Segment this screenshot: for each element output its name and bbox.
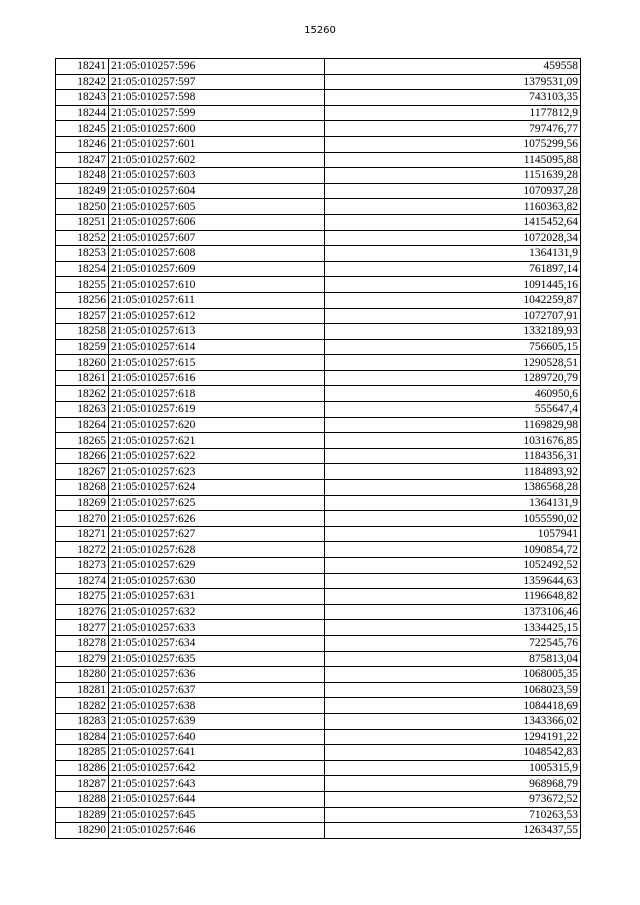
table-row bbox=[56, 136, 581, 152]
table-row bbox=[56, 214, 581, 230]
cadastral-number-cell: 21:05:010257:628 bbox=[109, 542, 325, 558]
cadastral-number-cell: 21:05:010257:639 bbox=[109, 713, 325, 729]
row-number-cell: 18288 bbox=[56, 791, 109, 807]
cadastral-number-cell: 21:05:010257:626 bbox=[109, 511, 325, 527]
cadastral-value-cell: 1068023,59 bbox=[325, 682, 581, 698]
table-row bbox=[56, 511, 581, 527]
cadastral-number-cell: 21:05:010257:646 bbox=[109, 823, 325, 839]
table-row bbox=[56, 745, 581, 761]
cadastral-number-cell: 21:05:010257:614 bbox=[109, 339, 325, 355]
cadastral-value-cell: 1334425,15 bbox=[325, 620, 581, 636]
cadastral-number-cell: 21:05:010257:612 bbox=[109, 308, 325, 324]
cadastral-number-cell: 21:05:010257:634 bbox=[109, 635, 325, 651]
row-number-cell: 18280 bbox=[56, 667, 109, 683]
cadastral-number-cell: 21:05:010257:598 bbox=[109, 90, 325, 106]
table-row bbox=[56, 230, 581, 246]
cadastral-number-cell: 21:05:010257:640 bbox=[109, 729, 325, 745]
row-number-cell: 18283 bbox=[56, 713, 109, 729]
table-row bbox=[56, 59, 581, 75]
cadastral-number-cell: 21:05:010257:632 bbox=[109, 604, 325, 620]
row-number-cell: 18263 bbox=[56, 402, 109, 418]
cadastral-number-cell: 21:05:010257:618 bbox=[109, 386, 325, 402]
cadastral-number-cell: 21:05:010257:604 bbox=[109, 183, 325, 199]
cadastral-value-cell: 761897,14 bbox=[325, 261, 581, 277]
cadastral-value-cell: 743103,35 bbox=[325, 90, 581, 106]
row-number-cell: 18241 bbox=[56, 59, 109, 75]
table-row bbox=[56, 698, 581, 714]
cadastral-value-cell: 1184356,31 bbox=[325, 448, 581, 464]
cadastral-value-cell: 1364131,9 bbox=[325, 246, 581, 262]
cadastral-number-cell: 21:05:010257:622 bbox=[109, 448, 325, 464]
cadastral-value-cell: 968968,79 bbox=[325, 776, 581, 792]
row-number-cell: 18289 bbox=[56, 807, 109, 823]
cadastral-number-cell: 21:05:010257:605 bbox=[109, 199, 325, 215]
cadastral-value-cell: 1415452,64 bbox=[325, 214, 581, 230]
cadastral-value-cell: 1169829,98 bbox=[325, 417, 581, 433]
cadastral-value-cell: 1090854,72 bbox=[325, 542, 581, 558]
table-row bbox=[56, 74, 581, 90]
row-number-cell: 18276 bbox=[56, 604, 109, 620]
row-number-cell: 18277 bbox=[56, 620, 109, 636]
table-row bbox=[56, 355, 581, 371]
cadastral-value-cell: 1343366,02 bbox=[325, 713, 581, 729]
cadastral-value-cell: 460950,6 bbox=[325, 386, 581, 402]
cadastral-value-cell: 1332189,93 bbox=[325, 324, 581, 340]
row-number-cell: 18271 bbox=[56, 526, 109, 542]
cadastral-value-cell: 1294191,22 bbox=[325, 729, 581, 745]
row-number-cell: 18248 bbox=[56, 168, 109, 184]
table-row bbox=[56, 386, 581, 402]
table-row bbox=[56, 199, 581, 215]
cadastral-value-cell: 1359644,63 bbox=[325, 573, 581, 589]
row-number-cell: 18273 bbox=[56, 558, 109, 574]
row-number-cell: 18275 bbox=[56, 589, 109, 605]
cadastral-value-cell: 1177812,9 bbox=[325, 105, 581, 121]
row-number-cell: 18260 bbox=[56, 355, 109, 371]
row-number-cell: 18279 bbox=[56, 651, 109, 667]
row-number-cell: 18266 bbox=[56, 448, 109, 464]
cadastral-number-cell: 21:05:010257:635 bbox=[109, 651, 325, 667]
table-row bbox=[56, 168, 581, 184]
row-number-cell: 18247 bbox=[56, 152, 109, 168]
cadastral-number-cell: 21:05:010257:631 bbox=[109, 589, 325, 605]
table-row bbox=[56, 542, 581, 558]
cadastral-value-cell: 1373106,46 bbox=[325, 604, 581, 620]
table-row bbox=[56, 292, 581, 308]
cadastral-number-cell: 21:05:010257:624 bbox=[109, 480, 325, 496]
row-number-cell: 18278 bbox=[56, 635, 109, 651]
table-row bbox=[56, 729, 581, 745]
table-row bbox=[56, 776, 581, 792]
cadastral-value-cell: 1379531,09 bbox=[325, 74, 581, 90]
cadastral-number-cell: 21:05:010257:643 bbox=[109, 776, 325, 792]
cadastral-value-cell: 555647,4 bbox=[325, 402, 581, 418]
cadastral-number-cell: 21:05:010257:629 bbox=[109, 558, 325, 574]
cadastral-value-cell: 459558 bbox=[325, 59, 581, 75]
cadastral-number-cell: 21:05:010257:610 bbox=[109, 277, 325, 293]
cadastral-number-cell: 21:05:010257:611 bbox=[109, 292, 325, 308]
cadastral-value-cell: 710263,53 bbox=[325, 807, 581, 823]
cadastral-value-cell: 1386568,28 bbox=[325, 480, 581, 496]
row-number-cell: 18287 bbox=[56, 776, 109, 792]
cadastral-value-table bbox=[55, 58, 581, 839]
table-row bbox=[56, 417, 581, 433]
cadastral-value-cell: 1263437,55 bbox=[325, 823, 581, 839]
table-row bbox=[56, 495, 581, 511]
cadastral-number-cell: 21:05:010257:599 bbox=[109, 105, 325, 121]
table-row bbox=[56, 183, 581, 199]
cadastral-value-cell: 1084418,69 bbox=[325, 698, 581, 714]
cadastral-value-cell: 1070937,28 bbox=[325, 183, 581, 199]
row-number-cell: 18264 bbox=[56, 417, 109, 433]
cadastral-number-cell: 21:05:010257:630 bbox=[109, 573, 325, 589]
cadastral-number-cell: 21:05:010257:637 bbox=[109, 682, 325, 698]
table-row bbox=[56, 152, 581, 168]
row-number-cell: 18254 bbox=[56, 261, 109, 277]
cadastral-number-cell: 21:05:010257:625 bbox=[109, 495, 325, 511]
cadastral-number-cell: 21:05:010257:596 bbox=[109, 59, 325, 75]
cadastral-value-cell: 1364131,9 bbox=[325, 495, 581, 511]
table-row bbox=[56, 105, 581, 121]
row-number-cell: 18262 bbox=[56, 386, 109, 402]
row-number-cell: 18285 bbox=[56, 745, 109, 761]
table-row bbox=[56, 651, 581, 667]
cadastral-number-cell: 21:05:010257:616 bbox=[109, 370, 325, 386]
table-row bbox=[56, 682, 581, 698]
cadastral-number-cell: 21:05:010257:613 bbox=[109, 324, 325, 340]
cadastral-value-cell: 1055590,02 bbox=[325, 511, 581, 527]
table-row bbox=[56, 573, 581, 589]
row-number-cell: 18246 bbox=[56, 136, 109, 152]
cadastral-value-cell: 1068005,35 bbox=[325, 667, 581, 683]
table-row bbox=[56, 448, 581, 464]
table-row bbox=[56, 620, 581, 636]
row-number-cell: 18281 bbox=[56, 682, 109, 698]
row-number-cell: 18250 bbox=[56, 199, 109, 215]
table-row bbox=[56, 589, 581, 605]
cadastral-value-cell: 1289720,79 bbox=[325, 370, 581, 386]
table-row bbox=[56, 402, 581, 418]
cadastral-value-cell: 1091445,16 bbox=[325, 277, 581, 293]
row-number-cell: 18284 bbox=[56, 729, 109, 745]
cadastral-number-cell: 21:05:010257:641 bbox=[109, 745, 325, 761]
row-number-cell: 18244 bbox=[56, 105, 109, 121]
cadastral-number-cell: 21:05:010257:597 bbox=[109, 74, 325, 90]
cadastral-value-cell: 1184893,92 bbox=[325, 464, 581, 480]
cadastral-value-cell: 797476,77 bbox=[325, 121, 581, 137]
cadastral-number-cell: 21:05:010257:603 bbox=[109, 168, 325, 184]
cadastral-number-cell: 21:05:010257:602 bbox=[109, 152, 325, 168]
row-number-cell: 18251 bbox=[56, 214, 109, 230]
table-row bbox=[56, 90, 581, 106]
row-number-cell: 18243 bbox=[56, 90, 109, 106]
cadastral-value-cell: 1042259,87 bbox=[325, 292, 581, 308]
cadastral-number-cell: 21:05:010257:608 bbox=[109, 246, 325, 262]
cadastral-number-cell: 21:05:010257:623 bbox=[109, 464, 325, 480]
table-row bbox=[56, 791, 581, 807]
table-row bbox=[56, 558, 581, 574]
table-row bbox=[56, 277, 581, 293]
cadastral-number-cell: 21:05:010257:642 bbox=[109, 760, 325, 776]
cadastral-value-cell: 1075299,56 bbox=[325, 136, 581, 152]
table-row bbox=[56, 823, 581, 839]
table-row bbox=[56, 604, 581, 620]
cadastral-value-cell: 1052492,52 bbox=[325, 558, 581, 574]
cadastral-number-cell: 21:05:010257:644 bbox=[109, 791, 325, 807]
row-number-cell: 18269 bbox=[56, 495, 109, 511]
row-number-cell: 18242 bbox=[56, 74, 109, 90]
row-number-cell: 18255 bbox=[56, 277, 109, 293]
cadastral-number-cell: 21:05:010257:619 bbox=[109, 402, 325, 418]
cadastral-value-cell: 1031676,85 bbox=[325, 433, 581, 449]
row-number-cell: 18270 bbox=[56, 511, 109, 527]
table-row bbox=[56, 667, 581, 683]
cadastral-number-cell: 21:05:010257:633 bbox=[109, 620, 325, 636]
cadastral-value-cell: 973672,52 bbox=[325, 791, 581, 807]
cadastral-value-cell: 1072028,34 bbox=[325, 230, 581, 246]
cadastral-number-cell: 21:05:010257:601 bbox=[109, 136, 325, 152]
cadastral-number-cell: 21:05:010257:606 bbox=[109, 214, 325, 230]
row-number-cell: 18272 bbox=[56, 542, 109, 558]
cadastral-value-cell: 1072707,91 bbox=[325, 308, 581, 324]
cadastral-value-cell: 1145095,88 bbox=[325, 152, 581, 168]
cadastral-value-cell: 1290528,51 bbox=[325, 355, 581, 371]
cadastral-number-cell: 21:05:010257:600 bbox=[109, 121, 325, 137]
cadastral-number-cell: 21:05:010257:627 bbox=[109, 526, 325, 542]
cadastral-value-cell: 1005315,9 bbox=[325, 760, 581, 776]
row-number-cell: 18274 bbox=[56, 573, 109, 589]
cadastral-value-cell: 756605,15 bbox=[325, 339, 581, 355]
table-row bbox=[56, 635, 581, 651]
table-row bbox=[56, 713, 581, 729]
cadastral-value-cell: 1196648,82 bbox=[325, 589, 581, 605]
cadastral-number-cell: 21:05:010257:636 bbox=[109, 667, 325, 683]
cadastral-value-cell: 1151639,28 bbox=[325, 168, 581, 184]
table-row bbox=[56, 807, 581, 823]
cadastral-number-cell: 21:05:010257:615 bbox=[109, 355, 325, 371]
row-number-cell: 18257 bbox=[56, 308, 109, 324]
table-row bbox=[56, 526, 581, 542]
table-row bbox=[56, 760, 581, 776]
table-row bbox=[56, 246, 581, 262]
row-number-cell: 18261 bbox=[56, 370, 109, 386]
page-number: 15260 bbox=[304, 25, 336, 36]
row-number-cell: 18282 bbox=[56, 698, 109, 714]
row-number-cell: 18253 bbox=[56, 246, 109, 262]
row-number-cell: 18258 bbox=[56, 324, 109, 340]
table-body bbox=[56, 59, 581, 839]
row-number-cell: 18249 bbox=[56, 183, 109, 199]
table-row bbox=[56, 464, 581, 480]
row-number-cell: 18268 bbox=[56, 480, 109, 496]
row-number-cell: 18245 bbox=[56, 121, 109, 137]
cadastral-number-cell: 21:05:010257:621 bbox=[109, 433, 325, 449]
table-row bbox=[56, 121, 581, 137]
cadastral-number-cell: 21:05:010257:638 bbox=[109, 698, 325, 714]
row-number-cell: 18259 bbox=[56, 339, 109, 355]
row-number-cell: 18286 bbox=[56, 760, 109, 776]
table-row bbox=[56, 433, 581, 449]
row-number-cell: 18265 bbox=[56, 433, 109, 449]
cadastral-number-cell: 21:05:010257:645 bbox=[109, 807, 325, 823]
table-row bbox=[56, 480, 581, 496]
cadastral-value-cell: 1048542,83 bbox=[325, 745, 581, 761]
cadastral-value-cell: 1057941 bbox=[325, 526, 581, 542]
row-number-cell: 18290 bbox=[56, 823, 109, 839]
table-row bbox=[56, 308, 581, 324]
table-row bbox=[56, 261, 581, 277]
row-number-cell: 18267 bbox=[56, 464, 109, 480]
cadastral-number-cell: 21:05:010257:620 bbox=[109, 417, 325, 433]
table-row bbox=[56, 324, 581, 340]
cadastral-value-cell: 875813,04 bbox=[325, 651, 581, 667]
cadastral-number-cell: 21:05:010257:607 bbox=[109, 230, 325, 246]
table-row bbox=[56, 339, 581, 355]
table-row bbox=[56, 370, 581, 386]
cadastral-number-cell: 21:05:010257:609 bbox=[109, 261, 325, 277]
row-number-cell: 18256 bbox=[56, 292, 109, 308]
cadastral-value-cell: 1160363,82 bbox=[325, 199, 581, 215]
cadastral-value-cell: 722545,76 bbox=[325, 635, 581, 651]
row-number-cell: 18252 bbox=[56, 230, 109, 246]
